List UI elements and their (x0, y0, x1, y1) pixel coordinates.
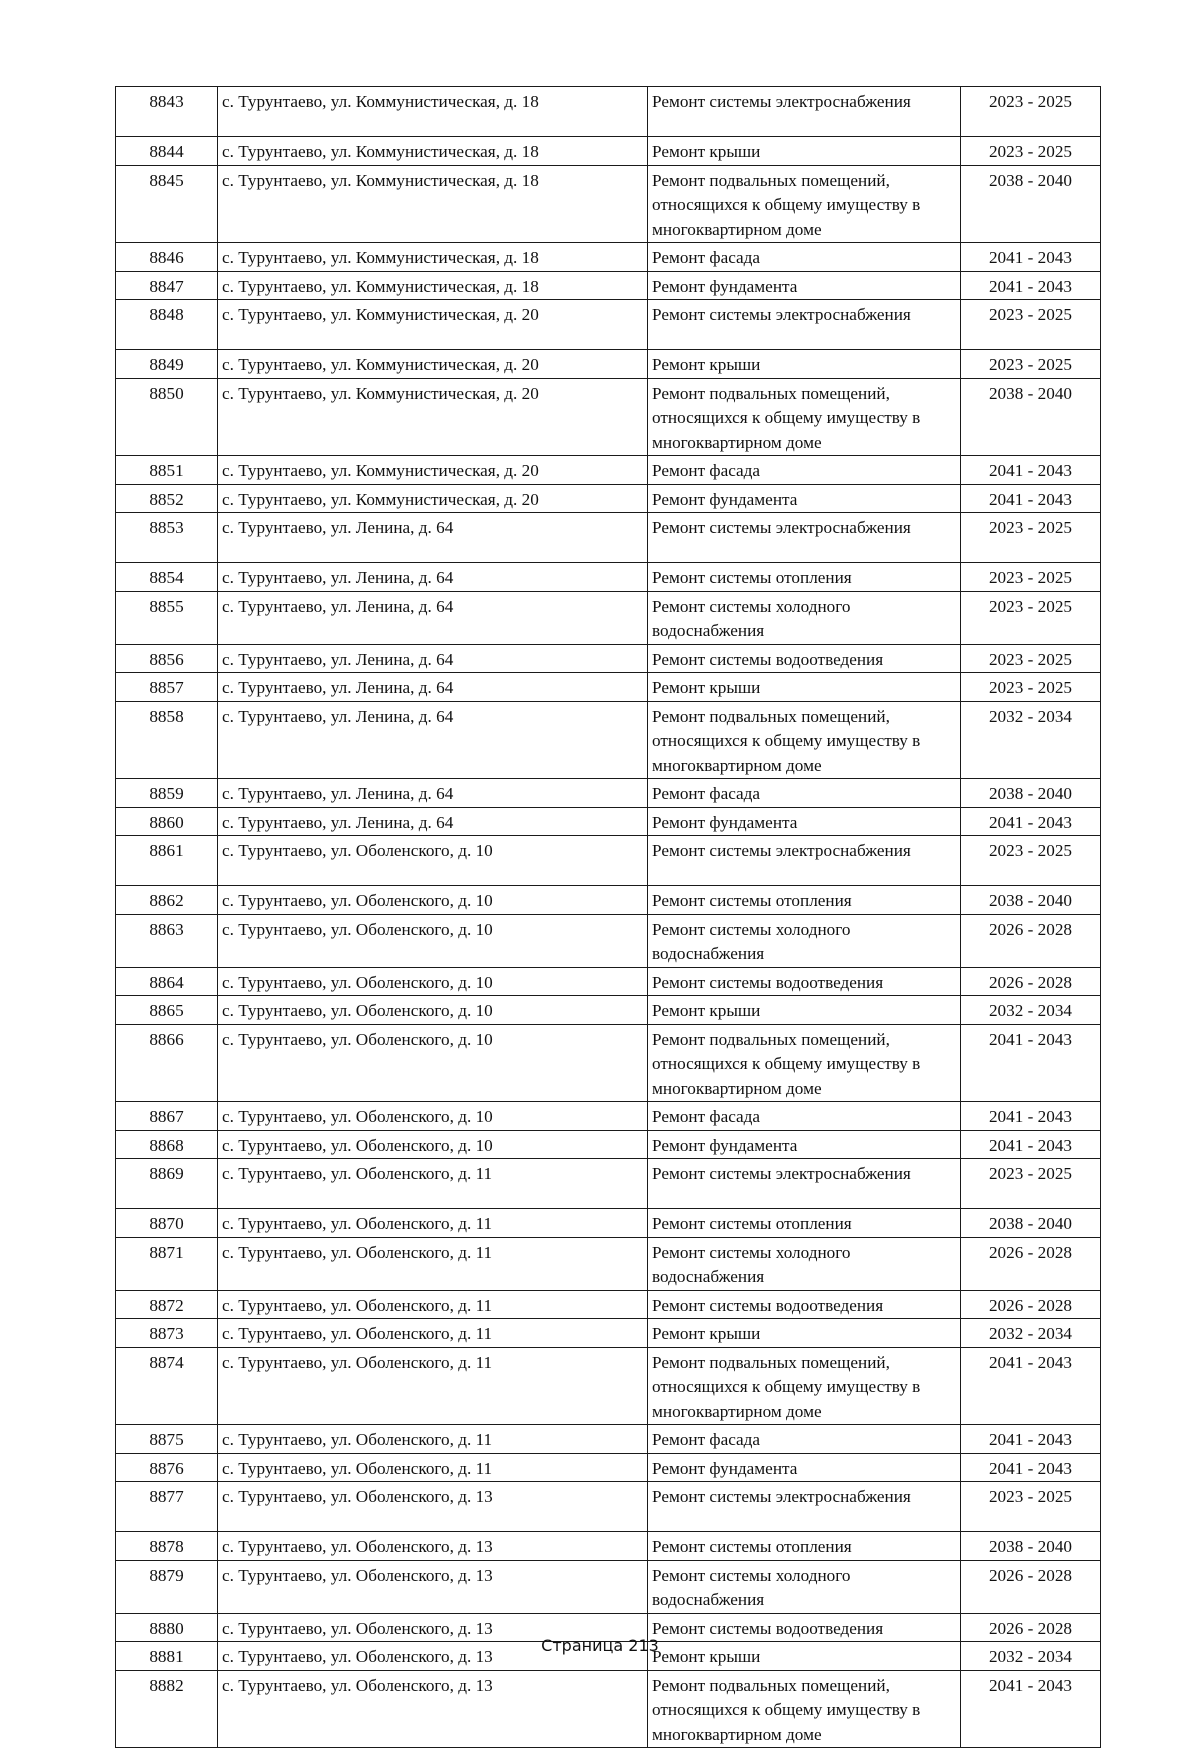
table-row (116, 87, 1101, 137)
period-cell: 2026 - 2028 (961, 1560, 1101, 1613)
period-cell: 2041 - 2043 (961, 1024, 1101, 1102)
period-cell: 2038 - 2040 (961, 165, 1101, 243)
period-cell: 2041 - 2043 (961, 807, 1101, 836)
address-cell: с. Турунтаево, ул. Оболенского, д. 13 (218, 1532, 648, 1561)
work-type-cell: Ремонт подвальных помещений, относящихся к общему имуществу в многоквартирном доме (648, 1347, 961, 1425)
row-number-cell: 8850 (116, 378, 218, 456)
table-body (116, 87, 1101, 1748)
row-number-cell: 8857 (116, 673, 218, 702)
address-cell: с. Турунтаево, ул. Ленина, д. 64 (218, 701, 648, 779)
period-cell: 2023 - 2025 (961, 563, 1101, 592)
address-cell: с. Турунтаево, ул. Оболенского, д. 10 (218, 1024, 648, 1102)
row-number-cell: 8872 (116, 1290, 218, 1319)
work-type-cell: Ремонт системы электроснабжения (648, 1159, 961, 1209)
address-cell: с. Турунтаево, ул. Оболенского, д. 10 (218, 996, 648, 1025)
work-type-cell: Ремонт системы отопления (648, 886, 961, 915)
work-type-cell: Ремонт подвальных помещений, относящихся к общему имуществу в многоквартирном доме (648, 701, 961, 779)
period-cell: 2032 - 2034 (961, 1642, 1101, 1671)
table-row (116, 1425, 1101, 1454)
row-number-cell: 8878 (116, 1532, 218, 1561)
address-cell: с. Турунтаево, ул. Ленина, д. 64 (218, 779, 648, 808)
work-type-cell: Ремонт крыши (648, 350, 961, 379)
period-cell: 2023 - 2025 (961, 1482, 1101, 1532)
address-cell: с. Турунтаево, ул. Оболенского, д. 11 (218, 1425, 648, 1454)
work-type-cell: Ремонт фундамента (648, 1453, 961, 1482)
period-cell: 2041 - 2043 (961, 1453, 1101, 1482)
period-cell: 2041 - 2043 (961, 484, 1101, 513)
address-cell: с. Турунтаево, ул. Коммунистическая, д. 20 (218, 378, 648, 456)
row-number-cell: 8863 (116, 914, 218, 967)
page-number: Страница 213 (541, 1636, 659, 1655)
table-row (116, 1670, 1101, 1748)
table-row (116, 1319, 1101, 1348)
period-cell: 2023 - 2025 (961, 350, 1101, 379)
period-cell: 2032 - 2034 (961, 701, 1101, 779)
address-cell: с. Турунтаево, ул. Оболенского, д. 13 (218, 1670, 648, 1748)
address-cell: с. Турунтаево, ул. Коммунистическая, д. 20 (218, 350, 648, 379)
table-row (116, 243, 1101, 272)
address-cell: с. Турунтаево, ул. Оболенского, д. 11 (218, 1159, 648, 1209)
table-row (116, 967, 1101, 996)
address-cell: с. Турунтаево, ул. Ленина, д. 64 (218, 644, 648, 673)
table-row (116, 350, 1101, 379)
table-row (116, 1290, 1101, 1319)
row-number-cell: 8844 (116, 137, 218, 166)
work-type-cell: Ремонт крыши (648, 137, 961, 166)
work-type-cell: Ремонт системы отопления (648, 563, 961, 592)
table-row (116, 701, 1101, 779)
period-cell: 2032 - 2034 (961, 1319, 1101, 1348)
row-number-cell: 8879 (116, 1560, 218, 1613)
period-cell: 2026 - 2028 (961, 914, 1101, 967)
period-cell: 2032 - 2034 (961, 996, 1101, 1025)
address-cell: с. Турунтаево, ул. Оболенского, д. 10 (218, 1130, 648, 1159)
work-type-cell: Ремонт фасада (648, 779, 961, 808)
work-type-cell: Ремонт системы холодного водоснабжения (648, 1560, 961, 1613)
table-row (116, 1532, 1101, 1561)
row-number-cell: 8848 (116, 300, 218, 350)
period-cell: 2041 - 2043 (961, 1670, 1101, 1748)
row-number-cell: 8877 (116, 1482, 218, 1532)
row-number-cell: 8854 (116, 563, 218, 592)
table-row (116, 644, 1101, 673)
row-number-cell: 8853 (116, 513, 218, 563)
table-row (116, 1159, 1101, 1209)
period-cell: 2026 - 2028 (961, 1237, 1101, 1290)
row-number-cell: 8866 (116, 1024, 218, 1102)
row-number-cell: 8858 (116, 701, 218, 779)
work-type-cell: Ремонт системы водоотведения (648, 644, 961, 673)
address-cell: с. Турунтаево, ул. Оболенского, д. 13 (218, 1482, 648, 1532)
row-number-cell: 8880 (116, 1613, 218, 1642)
address-cell: с. Турунтаево, ул. Оболенского, д. 13 (218, 1560, 648, 1613)
row-number-cell: 8882 (116, 1670, 218, 1748)
row-number-cell: 8851 (116, 456, 218, 485)
table-row (116, 1209, 1101, 1238)
repair-schedule-table (115, 86, 1101, 1748)
work-type-cell: Ремонт подвальных помещений, относящихся к общему имуществу в многоквартирном доме (648, 165, 961, 243)
table-row (116, 513, 1101, 563)
period-cell: 2023 - 2025 (961, 300, 1101, 350)
row-number-cell: 8849 (116, 350, 218, 379)
period-cell: 2023 - 2025 (961, 87, 1101, 137)
address-cell: с. Турунтаево, ул. Оболенского, д. 11 (218, 1290, 648, 1319)
work-type-cell: Ремонт системы электроснабжения (648, 836, 961, 886)
row-number-cell: 8860 (116, 807, 218, 836)
row-number-cell: 8845 (116, 165, 218, 243)
address-cell: с. Турунтаево, ул. Коммунистическая, д. 18 (218, 137, 648, 166)
address-cell: с. Турунтаево, ул. Коммунистическая, д. 18 (218, 271, 648, 300)
address-cell: с. Турунтаево, ул. Оболенского, д. 10 (218, 886, 648, 915)
work-type-cell: Ремонт системы холодного водоснабжения (648, 914, 961, 967)
row-number-cell: 8871 (116, 1237, 218, 1290)
table-row (116, 591, 1101, 644)
row-number-cell: 8876 (116, 1453, 218, 1482)
row-number-cell: 8869 (116, 1159, 218, 1209)
row-number-cell: 8855 (116, 591, 218, 644)
table-row (116, 378, 1101, 456)
period-cell: 2023 - 2025 (961, 644, 1101, 673)
row-number-cell: 8868 (116, 1130, 218, 1159)
address-cell: с. Турунтаево, ул. Коммунистическая, д. 18 (218, 243, 648, 272)
table-row (116, 673, 1101, 702)
period-cell: 2026 - 2028 (961, 1613, 1101, 1642)
period-cell: 2041 - 2043 (961, 1347, 1101, 1425)
work-type-cell: Ремонт системы холодного водоснабжения (648, 1237, 961, 1290)
work-type-cell: Ремонт фасада (648, 456, 961, 485)
address-cell: с. Турунтаево, ул. Ленина, д. 64 (218, 673, 648, 702)
period-cell: 2026 - 2028 (961, 1290, 1101, 1319)
table-row (116, 1237, 1101, 1290)
table-row (116, 300, 1101, 350)
address-cell: с. Турунтаево, ул. Оболенского, д. 11 (218, 1347, 648, 1425)
work-type-cell: Ремонт крыши (648, 1319, 961, 1348)
address-cell: с. Турунтаево, ул. Коммунистическая, д. 18 (218, 165, 648, 243)
row-number-cell: 8856 (116, 644, 218, 673)
table-row (116, 807, 1101, 836)
period-cell: 2023 - 2025 (961, 137, 1101, 166)
period-cell: 2023 - 2025 (961, 513, 1101, 563)
row-number-cell: 8846 (116, 243, 218, 272)
address-cell: с. Турунтаево, ул. Коммунистическая, д. 20 (218, 456, 648, 485)
work-type-cell: Ремонт крыши (648, 1642, 961, 1671)
address-cell: с. Турунтаево, ул. Оболенского, д. 13 (218, 1642, 648, 1671)
row-number-cell: 8859 (116, 779, 218, 808)
period-cell: 2023 - 2025 (961, 836, 1101, 886)
address-cell: с. Турунтаево, ул. Коммунистическая, д. 20 (218, 484, 648, 513)
work-type-cell: Ремонт фундамента (648, 271, 961, 300)
work-type-cell: Ремонт подвальных помещений, относящихся к общему имуществу в многоквартирном доме (648, 1670, 961, 1748)
work-type-cell: Ремонт фундамента (648, 807, 961, 836)
table-row (116, 563, 1101, 592)
address-cell: с. Турунтаево, ул. Оболенского, д. 13 (218, 1613, 648, 1642)
table-row (116, 1024, 1101, 1102)
row-number-cell: 8867 (116, 1102, 218, 1131)
period-cell: 2038 - 2040 (961, 779, 1101, 808)
table-row (116, 836, 1101, 886)
work-type-cell: Ремонт системы отопления (648, 1209, 961, 1238)
address-cell: с. Турунтаево, ул. Ленина, д. 64 (218, 513, 648, 563)
work-type-cell: Ремонт системы водоотведения (648, 967, 961, 996)
period-cell: 2038 - 2040 (961, 1532, 1101, 1561)
period-cell: 2023 - 2025 (961, 673, 1101, 702)
period-cell: 2038 - 2040 (961, 1209, 1101, 1238)
period-cell: 2038 - 2040 (961, 378, 1101, 456)
work-type-cell: Ремонт системы электроснабжения (648, 87, 961, 137)
work-type-cell: Ремонт фасада (648, 1425, 961, 1454)
period-cell: 2041 - 2043 (961, 1425, 1101, 1454)
table-row (116, 137, 1101, 166)
table-row (116, 165, 1101, 243)
period-cell: 2023 - 2025 (961, 1159, 1101, 1209)
row-number-cell: 8861 (116, 836, 218, 886)
table-row (116, 1102, 1101, 1131)
table-row (116, 1453, 1101, 1482)
row-number-cell: 8874 (116, 1347, 218, 1425)
work-type-cell: Ремонт системы электроснабжения (648, 513, 961, 563)
address-cell: с. Турунтаево, ул. Коммунистическая, д. 18 (218, 87, 648, 137)
row-number-cell: 8873 (116, 1319, 218, 1348)
period-cell: 2041 - 2043 (961, 456, 1101, 485)
address-cell: с. Турунтаево, ул. Ленина, д. 64 (218, 591, 648, 644)
address-cell: с. Турунтаево, ул. Оболенского, д. 10 (218, 914, 648, 967)
work-type-cell: Ремонт системы электроснабжения (648, 300, 961, 350)
work-type-cell: Ремонт крыши (648, 996, 961, 1025)
work-type-cell: Ремонт фасада (648, 243, 961, 272)
address-cell: с. Турунтаево, ул. Оболенского, д. 11 (218, 1237, 648, 1290)
row-number-cell: 8852 (116, 484, 218, 513)
address-cell: с. Турунтаево, ул. Оболенского, д. 11 (218, 1209, 648, 1238)
row-number-cell: 8870 (116, 1209, 218, 1238)
table-row (116, 914, 1101, 967)
work-type-cell: Ремонт крыши (648, 673, 961, 702)
period-cell: 2041 - 2043 (961, 1102, 1101, 1131)
work-type-cell: Ремонт системы водоотведения (648, 1613, 961, 1642)
address-cell: с. Турунтаево, ул. Ленина, д. 64 (218, 807, 648, 836)
table-row (116, 886, 1101, 915)
address-cell: с. Турунтаево, ул. Оболенского, д. 11 (218, 1453, 648, 1482)
row-number-cell: 8864 (116, 967, 218, 996)
row-number-cell: 8847 (116, 271, 218, 300)
table-row (116, 1347, 1101, 1425)
work-type-cell: Ремонт подвальных помещений, относящихся к общему имуществу в многоквартирном доме (648, 1024, 961, 1102)
period-cell: 2041 - 2043 (961, 1130, 1101, 1159)
address-cell: с. Турунтаево, ул. Оболенского, д. 10 (218, 967, 648, 996)
row-number-cell: 8881 (116, 1642, 218, 1671)
address-cell: с. Турунтаево, ул. Оболенского, д. 10 (218, 836, 648, 886)
table-row (116, 779, 1101, 808)
period-cell: 2026 - 2028 (961, 967, 1101, 996)
table-row (116, 456, 1101, 485)
period-cell: 2038 - 2040 (961, 886, 1101, 915)
work-type-cell: Ремонт системы электроснабжения (648, 1482, 961, 1532)
period-cell: 2023 - 2025 (961, 591, 1101, 644)
address-cell: с. Турунтаево, ул. Ленина, д. 64 (218, 563, 648, 592)
row-number-cell: 8862 (116, 886, 218, 915)
table-row (116, 271, 1101, 300)
address-cell: с. Турунтаево, ул. Оболенского, д. 10 (218, 1102, 648, 1131)
address-cell: с. Турунтаево, ул. Оболенского, д. 11 (218, 1319, 648, 1348)
table-row (116, 484, 1101, 513)
work-type-cell: Ремонт подвальных помещений, относящихся к общему имуществу в многоквартирном доме (648, 378, 961, 456)
period-cell: 2041 - 2043 (961, 243, 1101, 272)
address-cell: с. Турунтаево, ул. Коммунистическая, д. 20 (218, 300, 648, 350)
row-number-cell: 8875 (116, 1425, 218, 1454)
work-type-cell: Ремонт фасада (648, 1102, 961, 1131)
row-number-cell: 8865 (116, 996, 218, 1025)
table-row (116, 996, 1101, 1025)
work-type-cell: Ремонт фундамента (648, 484, 961, 513)
work-type-cell: Ремонт системы холодного водоснабжения (648, 591, 961, 644)
row-number-cell: 8843 (116, 87, 218, 137)
table-row (116, 1130, 1101, 1159)
work-type-cell: Ремонт системы отопления (648, 1532, 961, 1561)
table-row (116, 1482, 1101, 1532)
work-type-cell: Ремонт системы водоотведения (648, 1290, 961, 1319)
table-row (116, 1560, 1101, 1613)
work-type-cell: Ремонт фундамента (648, 1130, 961, 1159)
period-cell: 2041 - 2043 (961, 271, 1101, 300)
